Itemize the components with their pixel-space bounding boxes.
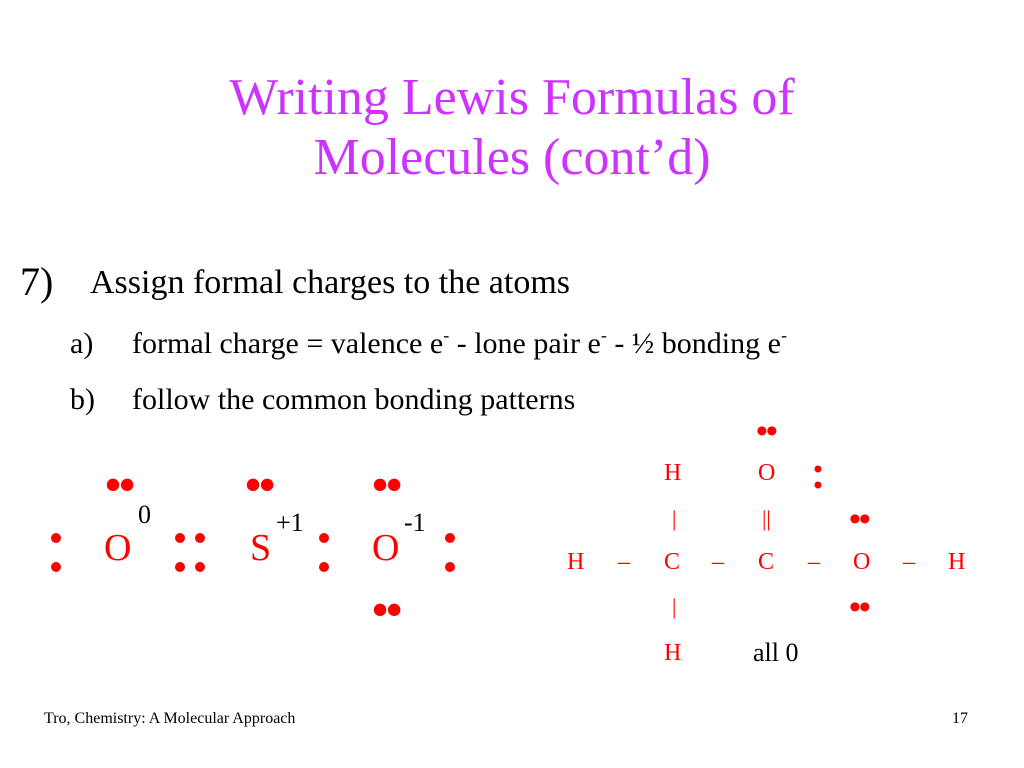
- lone-pair-s-top: ••: [245, 459, 274, 510]
- atom-h-right: H: [948, 549, 966, 575]
- bond-c2-o-double: ||: [762, 506, 771, 531]
- footer-page-number: 17: [952, 710, 968, 727]
- lone-pair-o2-top: ••: [372, 459, 401, 510]
- lone-pair-o1-top: ••: [105, 459, 134, 510]
- subitem-b-text: follow the common bonding patterns: [132, 383, 576, 416]
- subitem-b-letter: b): [70, 383, 95, 416]
- atom-h-top: H: [664, 460, 682, 486]
- title-line-2: Molecules (cont’d): [313, 129, 711, 186]
- title-line-1: Writing Lewis Formulas of: [229, 69, 795, 126]
- bond-c1-h-bottom: |: [672, 594, 677, 619]
- charge-o2: -1: [404, 508, 426, 537]
- atom-h-left: H: [567, 549, 585, 575]
- subitem-a-text: formal charge = valence e- - lone pair e- - ½ bonding e-: [132, 325, 787, 360]
- atom-o1: O: [104, 527, 132, 569]
- lone-pair-o-top-right: [810, 462, 826, 492]
- bond-h-c1-horizontal: –: [618, 549, 630, 575]
- atom-o2: O: [372, 527, 400, 569]
- bond-o-h: –: [903, 549, 915, 575]
- step-number: 7): [20, 259, 54, 304]
- lone-pair-oh-top: ••: [849, 501, 869, 538]
- formal-charge-note: all 0: [753, 638, 799, 667]
- subitem-a-letter: a): [70, 327, 94, 360]
- atom-h-bottom: H: [664, 640, 682, 666]
- step-text: Assign formal charges to the atoms: [90, 264, 571, 301]
- bond-c1-c2: –: [712, 549, 724, 575]
- bond-c2-o: –: [808, 549, 820, 575]
- atom-c2: C: [758, 549, 775, 575]
- charge-s: +1: [276, 508, 304, 537]
- bond-h-c1: |: [672, 506, 677, 531]
- atom-o-right: O: [853, 549, 871, 575]
- lone-pair-o2-bottom: ••: [372, 584, 401, 635]
- atom-o-top: O: [758, 460, 776, 486]
- atom-s: S: [250, 527, 272, 569]
- footer-source: Tro, Chemistry: A Molecular Approach: [44, 710, 296, 727]
- lone-pair-o-top: ••: [756, 413, 776, 450]
- lone-pair-oh-bottom: ••: [849, 589, 869, 626]
- atom-c1: C: [664, 549, 681, 575]
- slide-title: [0, 68, 1024, 188]
- charge-o1: 0: [138, 500, 151, 529]
